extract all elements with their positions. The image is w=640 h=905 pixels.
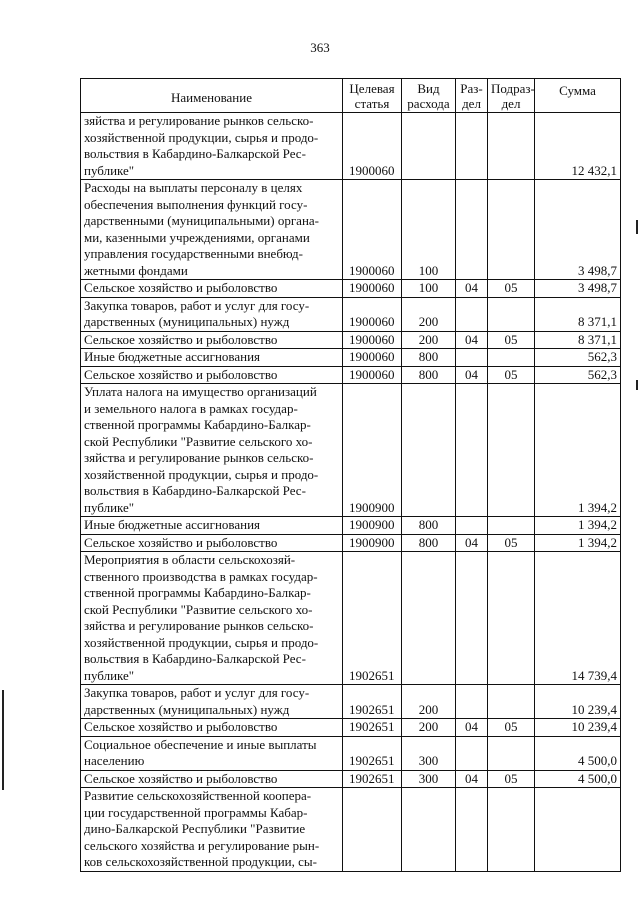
table-row	[81, 349, 621, 367]
cell-type	[402, 113, 456, 180]
cell-target: 1902651	[343, 552, 402, 685]
cell-type: 200	[402, 297, 456, 331]
cell-section: 04	[456, 719, 488, 737]
cell-name: Сельское хозяйство и рыболовство	[81, 719, 343, 737]
cell-type: 100	[402, 280, 456, 298]
cell-subsection	[488, 685, 535, 719]
cell-section	[456, 180, 488, 280]
header-section: Раз- дел	[456, 79, 488, 113]
cell-section: 04	[456, 280, 488, 298]
cell-subsection	[488, 297, 535, 331]
cell-section	[456, 349, 488, 367]
table-row	[81, 719, 621, 737]
cell-subsection	[488, 180, 535, 280]
table-row	[81, 788, 621, 872]
cell-name: Иные бюджетные ассигнования	[81, 349, 343, 367]
cell-sum: 10 239,4	[535, 719, 621, 737]
cell-section	[456, 384, 488, 517]
cell-type: 300	[402, 770, 456, 788]
cell-subsection: 05	[488, 280, 535, 298]
cell-target: 1900060	[343, 280, 402, 298]
cell-subsection	[488, 736, 535, 770]
table-row	[81, 384, 621, 517]
cell-section: 04	[456, 534, 488, 552]
cell-sum: 1 394,2	[535, 534, 621, 552]
cell-section	[456, 552, 488, 685]
cell-subsection: 05	[488, 366, 535, 384]
cell-target: 1902651	[343, 736, 402, 770]
cell-name: Сельское хозяйство и рыболовство	[81, 770, 343, 788]
cell-type: 800	[402, 534, 456, 552]
cell-subsection	[488, 517, 535, 535]
cell-section	[456, 736, 488, 770]
cell-sum: 12 432,1	[535, 113, 621, 180]
table-row	[81, 280, 621, 298]
cell-type: 800	[402, 517, 456, 535]
table-row	[81, 297, 621, 331]
scan-edge-mark	[2, 690, 4, 790]
cell-target: 1902651	[343, 719, 402, 737]
cell-name: Иные бюджетные ассигнования	[81, 517, 343, 535]
header-name: Наименование	[81, 79, 343, 113]
table-row	[81, 331, 621, 349]
cell-target: 1900060	[343, 331, 402, 349]
cell-name: Закупка товаров, работ и услуг для госу- дарственных (муниципальных) нужд	[81, 297, 343, 331]
table-row	[81, 180, 621, 280]
cell-target: 1900900	[343, 384, 402, 517]
cell-target: 1902651	[343, 770, 402, 788]
cell-sum: 14 739,4	[535, 552, 621, 685]
cell-name: Социальное обеспечение и иные выплаты населению	[81, 736, 343, 770]
cell-name: Уплата налога на имущество организаций и земельного налога в рамках государ- ственной программы Кабардино-Балкар- ской Республики "Развитие сельского хо- зяйства и регулирование рынков сельско- хозяйственной продукции, сырья и продо- вольствия в Кабардино-Балкарской Рес- публике"	[81, 384, 343, 517]
cell-name: Сельское хозяйство и рыболовство	[81, 534, 343, 552]
cell-name: Сельское хозяйство и рыболовство	[81, 366, 343, 384]
table-row	[81, 113, 621, 180]
cell-subsection	[488, 384, 535, 517]
table-row	[81, 517, 621, 535]
cell-type	[402, 788, 456, 872]
cell-name: Сельское хозяйство и рыболовство	[81, 280, 343, 298]
cell-name: Мероприятия в области сельскохозяй- ственного производства в рамках государ- ственной программы Кабардино-Балкар- ской Республики "Развитие сельского хо- зяйства и регулирование рынков сельско- хозяйственной продукции, сырья и продо- вольствия в Кабардино-Балкарской Рес- публике"	[81, 552, 343, 685]
cell-type: 200	[402, 685, 456, 719]
cell-target: 1900900	[343, 517, 402, 535]
table-row	[81, 770, 621, 788]
cell-sum: 10 239,4	[535, 685, 621, 719]
cell-type: 800	[402, 366, 456, 384]
table-body	[81, 113, 621, 872]
cell-subsection: 05	[488, 719, 535, 737]
cell-sum	[535, 788, 621, 872]
cell-target: 1900060	[343, 349, 402, 367]
cell-target: 1900900	[343, 534, 402, 552]
table-row	[81, 534, 621, 552]
scan-edge-mark	[636, 380, 638, 390]
table-row	[81, 685, 621, 719]
page-number: 363	[310, 40, 330, 55]
table-row	[81, 552, 621, 685]
cell-subsection	[488, 113, 535, 180]
cell-section	[456, 297, 488, 331]
cell-type	[402, 384, 456, 517]
cell-section	[456, 517, 488, 535]
header-row	[81, 79, 621, 113]
cell-sum: 4 500,0	[535, 770, 621, 788]
cell-subsection	[488, 552, 535, 685]
cell-sum: 4 500,0	[535, 736, 621, 770]
cell-type: 300	[402, 736, 456, 770]
cell-type: 100	[402, 180, 456, 280]
cell-target: 1902651	[343, 685, 402, 719]
cell-section	[456, 788, 488, 872]
cell-target: 1900060	[343, 297, 402, 331]
cell-subsection	[488, 788, 535, 872]
cell-target: 1900060	[343, 366, 402, 384]
budget-table	[80, 78, 621, 872]
cell-subsection: 05	[488, 331, 535, 349]
cell-target: 1900060	[343, 180, 402, 280]
cell-sum: 1 394,2	[535, 517, 621, 535]
cell-name: Развитие сельскохозяйственной коопера- ции государственной программы Кабар- дино-Балкарской Республики "Развитие сельского хозяйства и регулирование рын- ков сельскохозяйственной продукции, сы-	[81, 788, 343, 872]
cell-sum: 562,3	[535, 366, 621, 384]
cell-type: 200	[402, 331, 456, 349]
header-type: Вид расхода	[402, 79, 456, 113]
cell-name: Закупка товаров, работ и услуг для госу- дарственных (муниципальных) нужд	[81, 685, 343, 719]
header-sum: Сумма	[535, 79, 621, 113]
table-row	[81, 366, 621, 384]
cell-type: 200	[402, 719, 456, 737]
cell-section: 04	[456, 770, 488, 788]
cell-section: 04	[456, 366, 488, 384]
cell-target: 1900060	[343, 113, 402, 180]
cell-name: Расходы на выплаты персоналу в целях обеспечения выполнения функций госу- дарственными (муниципальными) органа- ми, казенными учреждениями, органами управления государственными внебюд- жетными фондами	[81, 180, 343, 280]
cell-subsection	[488, 349, 535, 367]
cell-name: Сельское хозяйство и рыболовство	[81, 331, 343, 349]
scan-edge-mark	[636, 220, 638, 234]
cell-subsection: 05	[488, 770, 535, 788]
cell-sum: 3 498,7	[535, 280, 621, 298]
cell-section	[456, 685, 488, 719]
cell-sum: 562,3	[535, 349, 621, 367]
cell-section: 04	[456, 331, 488, 349]
header-target: Целевая статья	[343, 79, 402, 113]
cell-sum: 3 498,7	[535, 180, 621, 280]
cell-subsection: 05	[488, 534, 535, 552]
table-row	[81, 736, 621, 770]
cell-target	[343, 788, 402, 872]
header-subsection: Подраз- дел	[488, 79, 535, 113]
cell-type: 800	[402, 349, 456, 367]
cell-name: зяйства и регулирование рынков сельско- хозяйственной продукции, сырья и продо- вольствия в Кабардино-Балкарской Рес- публике"	[81, 113, 343, 180]
cell-section	[456, 113, 488, 180]
cell-sum: 8 371,1	[535, 331, 621, 349]
cell-sum: 8 371,1	[535, 297, 621, 331]
cell-sum: 1 394,2	[535, 384, 621, 517]
cell-type	[402, 552, 456, 685]
